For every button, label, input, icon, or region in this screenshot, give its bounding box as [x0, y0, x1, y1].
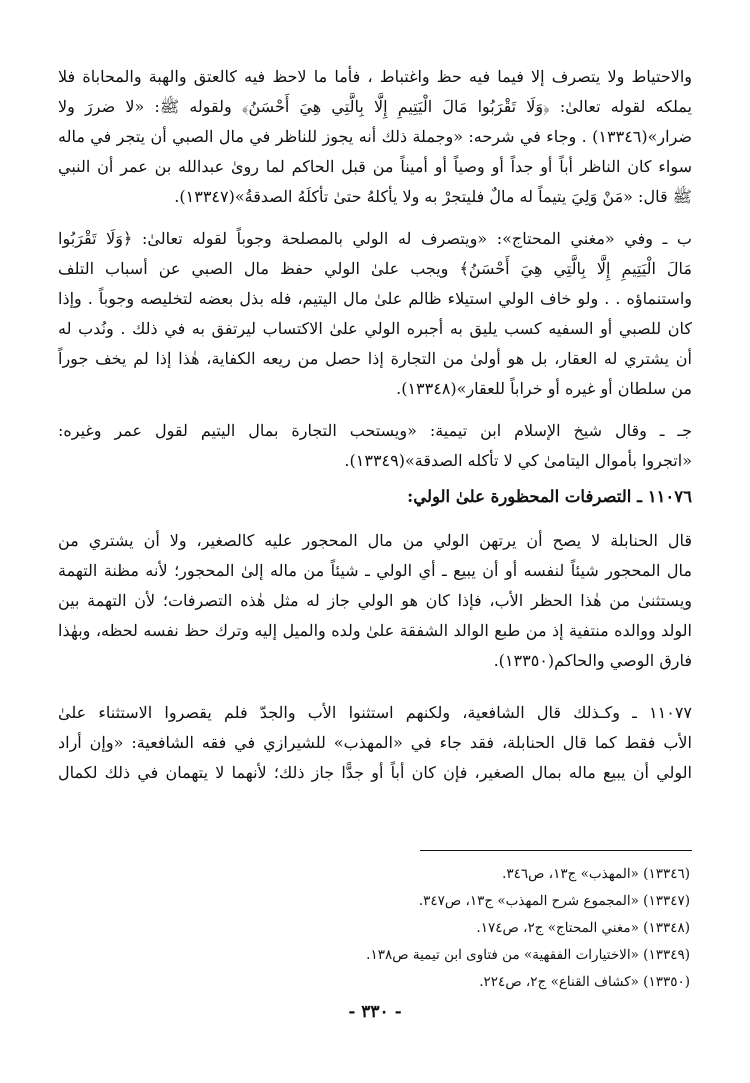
text-line: يملكه لقوله تعالىٰ: ﴿وَلَا تَقْرَبُوا مَالَ الْيَتِيمِ إِلَّا بِالَّتِي هِيَ أَحْسَنُ﴾ ولقوله ﷺ: «لا ضررَ ولا: [58, 97, 692, 116]
paragraph-shafii-view: [58, 698, 692, 788]
text-line: ١١٠٧٧ ـ وكـذلك قال الشافعية، ولكنهم استثنوا الأب والجدّ فلم يقصروا الاستثناء علىٰ: [58, 703, 692, 722]
text-line: ضرار»(١٣٣٤٦) . وجاء في شرحه: «وجملة ذلك أنه يجوز للناظر في مال الصبي أن يتجر في ماله: [58, 127, 692, 146]
text-line: سواء كان الناظر أباً أو جداً أو وصياً أو أميناً من قبل الحاكم لما روىٰ عبدالله بن عمر أن النبي: [58, 157, 692, 176]
text-line: قال الحنابلة لا يصح أن يرتهن الولي من مال المحجور عليه كالصغير، ولا أن يشتري من: [58, 531, 692, 550]
text-line: الولد ووالده منتفية إذ من طبع الوالد الشفقة علىٰ ولده والميل إليه وترك حظ نفسه لحظه، وبهٰذا: [58, 621, 692, 640]
text-line: والاحتياط ولا يتصرف إلا فيما فيه حظ واغتباط ، فأما ما لاحظ فيه كالعتق والهبة والمحاباة فلا: [58, 67, 692, 86]
footnote-separator: [420, 850, 692, 851]
text-line: الولي أن يبيع ماله بمال الصغير، فإن كان أباً أو جدًّا جاز ذلك؛ لأنهما لا يتهمان في ذلك لكمال: [58, 763, 692, 782]
paragraph-guardian-duties: [58, 62, 692, 212]
section-heading: ١١٠٧٦ ـ التصرفات المحظورة علىٰ الولي:: [407, 487, 692, 506]
text-line: من سلطان أو غيره أو خراباً للعقار»(١٣٣٤٨).: [396, 379, 692, 398]
text-line: «اتجروا بأموال اليتامىٰ كي لا تأكله الصدقة»(١٣٣٤٩).: [344, 451, 692, 470]
text-line: ب ـ وفي «مغني المحتاج»: «ويتصرف له الولي بالمصلحة وجوباً لقوله تعالىٰ: ﴿وَلَا تَقْرَبُوا: [58, 229, 692, 248]
paragraph-mughni-quote: [58, 224, 692, 404]
text-line: فارق الوصي والحاكم(١٣٣٥٠).: [493, 651, 692, 670]
text-line: مال المحجور شيئاً لنفسه أو أن يبيع ـ أي الولي ـ شيئاً من ماله إلىٰ المحجور؛ لأنه مظنة التهمة: [58, 561, 692, 580]
page-number: - ٣٣٠ -: [348, 1002, 402, 1022]
text-line: واستنماؤه . . ولو خاف الولي استيلاء ظالم علىٰ مال اليتيم، فله بذل بعضه لتخليصه وجوباً . وإذا: [58, 289, 692, 308]
footnotes: [58, 861, 692, 996]
text-line: جـ ـ وقال شيخ الإسلام ابن تيمية: «ويستحب التجارة بمال اليتيم لقول عمر وغيره:: [58, 421, 692, 440]
paragraph-hanbali-view: [58, 526, 692, 676]
footnote: (١٣٣٤٧) «المجموع شرح المهذب» ج١٣، ص٣٤٧.: [418, 893, 690, 909]
footnote: (١٣٣٤٦) «المهذب» ج١٣، ص٣٤٦.: [502, 866, 690, 882]
text-line: ﷺ قال: «مَنْ وَلِيَ يتيماً له مالٌ فليتجرْ به ولا يأكلهُ حتىٰ تأكلَهُ الصدقةُ»(١٣٣٤٧).: [174, 187, 692, 206]
text-line: كان للصبي أو السفيه كسب يليق به أجبره الولي علىٰ الاكتساب ليرتفق به في ذلك . ونُدب له: [58, 319, 692, 338]
footnote: (١٣٣٥٠) «كشاف القناع» ج٢، ص٢٢٤.: [479, 974, 690, 990]
text-line: الأب فقط كما قال الحنابلة، فقد جاء في «المهذب» للشيرازي في فقه الشافعية: «وإن أراد: [58, 733, 692, 752]
paragraph-ibn-taymiyya: [58, 416, 692, 476]
text-line: مَالَ الْيَتِيمِ إِلَّا بِالَّتِي هِيَ أَحْسَنُ﴾ ويجب علىٰ الولي حفظ مال الصبي عن أسباب التلف: [58, 259, 692, 278]
text-line: ويستثنىٰ من هٰذا الحظر الأب، فإذا كان هو الولي جاز له مثل هٰذه التصرفات؛ لأن التهمة بين: [58, 591, 692, 610]
text-line: أن يشتري له العقار، بل هو أولىٰ من التجارة إذا حصل من ريعه الكفاية، هٰذا إذا لم يخف جوراً: [58, 349, 692, 368]
footnote: (١٣٣٤٩) «الاختيارات الفقهية» من فتاوى ابن تيمية ص١٣٨.: [366, 947, 690, 963]
footnote: (١٣٣٤٨) «مغني المحتاج» ج٢، ص١٧٤.: [476, 920, 690, 936]
